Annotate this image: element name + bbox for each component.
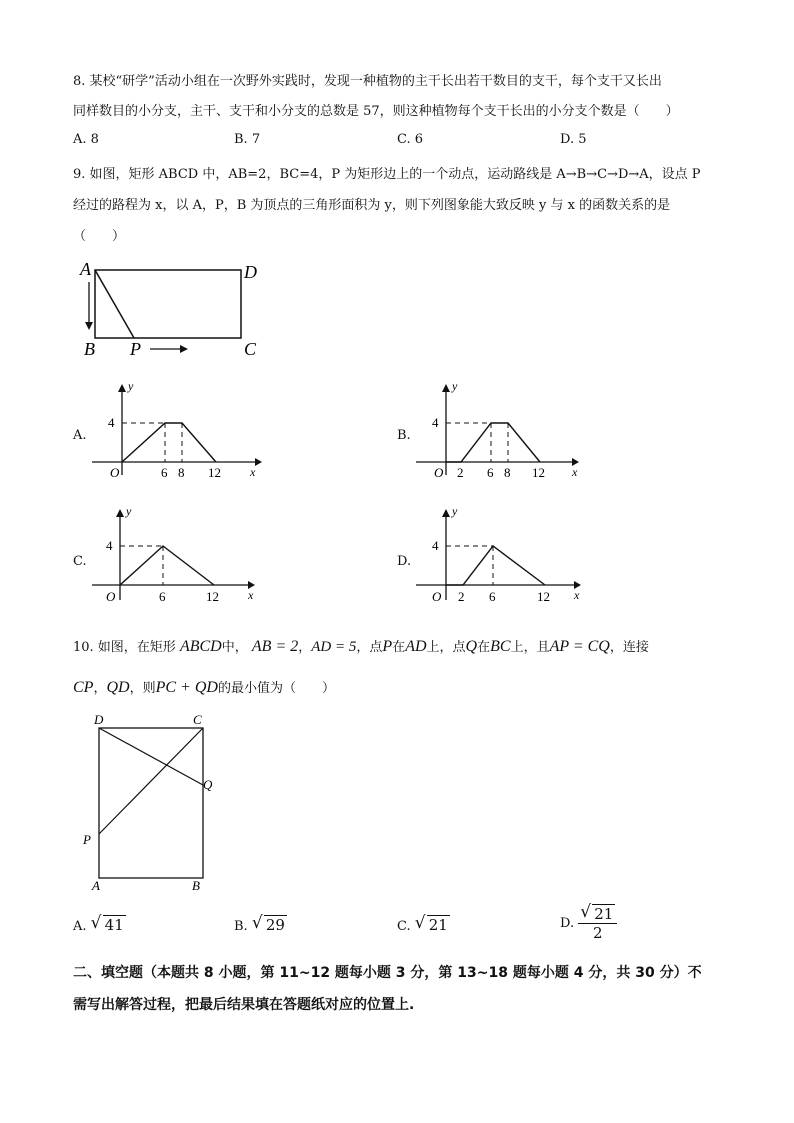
x-axis-label: x bbox=[248, 588, 254, 602]
x-tick-label: 6 bbox=[489, 589, 496, 604]
q10-math: BC bbox=[490, 638, 511, 655]
q10-option-b bbox=[234, 913, 287, 934]
q10-text: 10. 如图，在矩形 bbox=[73, 640, 176, 655]
x-axis-label: x bbox=[574, 588, 580, 602]
origin-label: O bbox=[106, 589, 116, 604]
origin-label: O bbox=[432, 589, 442, 604]
x-tick-label: 2 bbox=[457, 465, 464, 480]
sqrt-expression: √ 29 bbox=[251, 913, 285, 934]
q10-label-q: Q bbox=[203, 777, 213, 792]
q9-rectangle-figure bbox=[78, 258, 278, 363]
y-tick-label: 4 bbox=[432, 538, 439, 553]
q9-line1: 9. 如图，矩形 ABCD 中，AB=2，BC=4，P 为矩形边上的一个动点，运动路线是 A→B→C→D→A，设点 P bbox=[73, 167, 701, 182]
q9-graph-b-option: B. bbox=[397, 428, 411, 443]
x-tick-label: 2 bbox=[458, 589, 465, 604]
q9-label-d: D bbox=[244, 262, 257, 282]
q10-math: PC + QD bbox=[155, 679, 218, 696]
radicand: 21 bbox=[428, 916, 448, 934]
x-tick-label: 6 bbox=[159, 589, 166, 604]
q10-text: 上，点 bbox=[426, 640, 466, 655]
option-label: B. bbox=[234, 919, 248, 934]
q10-text: 在 bbox=[477, 640, 491, 655]
q10-text: 上，且 bbox=[510, 640, 550, 655]
q9-label-c: C bbox=[244, 339, 257, 359]
x-axis-label: x bbox=[250, 465, 256, 479]
option-label: A. bbox=[73, 919, 87, 934]
q10-text: ，连接 bbox=[609, 640, 649, 655]
section2-heading-line2: 需写出解答过程，把最后结果填在答题纸对应的位置上. bbox=[73, 997, 415, 1013]
x-tick-label: 8 bbox=[178, 465, 185, 480]
q10-option-d bbox=[560, 902, 617, 942]
sqrt-expression: √ 41 bbox=[90, 913, 124, 934]
q9-graph-c-option: C. bbox=[73, 554, 87, 569]
q10-math: Q bbox=[465, 638, 478, 655]
q9-line2: 经过的路程为 x，以 A，P，B 为顶点的三角形面积为 y，则下列图象能大致反映 y 与 x 的函数关系的是 bbox=[73, 198, 671, 213]
q9-graph-a-option: A. bbox=[73, 428, 87, 443]
q10-math: QD bbox=[106, 679, 130, 696]
q9-line3: （ ） bbox=[73, 229, 126, 244]
q9-label-b: B bbox=[84, 339, 95, 359]
origin-label: O bbox=[110, 465, 120, 480]
x-tick-label: 12 bbox=[532, 465, 545, 480]
radicand: 29 bbox=[265, 916, 285, 934]
q10-option-c bbox=[397, 913, 450, 934]
q10-math: ABCD bbox=[179, 638, 222, 655]
x-tick-label: 8 bbox=[504, 465, 511, 480]
q8-option-c: C. 6 bbox=[397, 132, 424, 147]
q9-graph-d-option: D. bbox=[397, 554, 412, 569]
y-tick-label: 4 bbox=[108, 415, 115, 430]
q9-label-p: P bbox=[130, 339, 141, 359]
section2-heading-line1: 二、填空题（本题共 8 小题，第 11~12 题每小题 3 分，第 13~18 题每小题 4 分，共 30 分）不 bbox=[73, 965, 702, 981]
q10-label-d: D bbox=[94, 712, 104, 727]
q9-graph-b bbox=[414, 380, 594, 480]
x-tick-label: 12 bbox=[208, 465, 221, 480]
y-axis-label: y bbox=[128, 380, 134, 393]
q10-label-c: C bbox=[193, 712, 202, 727]
x-tick-label: 12 bbox=[206, 589, 219, 604]
x-tick-label: 6 bbox=[487, 465, 494, 480]
q8-option-d: D. 5 bbox=[560, 132, 587, 147]
x-axis-label: x bbox=[572, 465, 578, 479]
q9-graph-d bbox=[414, 505, 594, 605]
q10-label-p: P bbox=[83, 832, 91, 847]
q10-label-a: A bbox=[92, 878, 100, 893]
q10-text: 在 bbox=[392, 640, 406, 655]
y-tick-label: 4 bbox=[432, 415, 439, 430]
q9-graph-a bbox=[90, 380, 270, 480]
q8-line2: 同样数目的小分支，主干、支干和小分支的总数是 57，则这种植物每个支干长出的小分支个数是（ ） bbox=[73, 104, 679, 119]
y-tick-label: 4 bbox=[106, 538, 113, 553]
q10-text: ，点 bbox=[356, 640, 383, 655]
q10-text: 的最小值为（ ） bbox=[217, 681, 335, 696]
denominator: 2 bbox=[593, 924, 603, 942]
q10-text: 中， bbox=[221, 640, 248, 655]
sqrt-expression: √ 21 bbox=[414, 913, 448, 934]
y-axis-label: y bbox=[126, 505, 132, 518]
q10-math: CP bbox=[73, 679, 94, 696]
sqrt-expression: √ 21 bbox=[580, 902, 614, 923]
q10-option-a bbox=[73, 913, 126, 934]
q9-label-a: A bbox=[80, 259, 91, 279]
radicand: 21 bbox=[594, 905, 614, 923]
q8-option-b: B. 7 bbox=[234, 132, 261, 147]
radicand: 41 bbox=[104, 916, 124, 934]
q8-option-a: A. 8 bbox=[73, 132, 99, 147]
q8-line1: 8. 某校“研学”活动小组在一次野外实践时，发现一种植物的主干长出若干数目的支干，每个支干又长出 bbox=[73, 74, 662, 89]
q10-math: P bbox=[382, 638, 393, 655]
fraction-expression bbox=[578, 902, 617, 942]
q9-graph-c bbox=[90, 505, 270, 605]
x-tick-label: 6 bbox=[161, 465, 168, 480]
q10-math: AD bbox=[405, 638, 427, 655]
q10-line1: 10. 如图，在矩形 ABCD中， AB = 2，AD = 5，点P在AD上，点Q在BC上，且AP = CQ，连接 bbox=[73, 638, 649, 655]
x-tick-label: 12 bbox=[537, 589, 550, 604]
option-label: D. bbox=[560, 916, 575, 931]
q10-text: ，则 bbox=[129, 681, 156, 696]
q10-math: AB = 2 bbox=[251, 638, 299, 655]
y-axis-label: y bbox=[452, 505, 458, 518]
option-label: C. bbox=[397, 919, 411, 934]
q10-label-b: B bbox=[192, 878, 200, 893]
q10-line2: CP，QD，则PC + QD的最小值为（ ） bbox=[73, 679, 335, 696]
y-axis-label: y bbox=[452, 380, 458, 393]
q10-rectangle-figure bbox=[80, 710, 220, 895]
origin-label: O bbox=[434, 465, 444, 480]
q10-math: AP = CQ bbox=[549, 638, 610, 655]
q10-math: AD = 5 bbox=[311, 639, 357, 655]
